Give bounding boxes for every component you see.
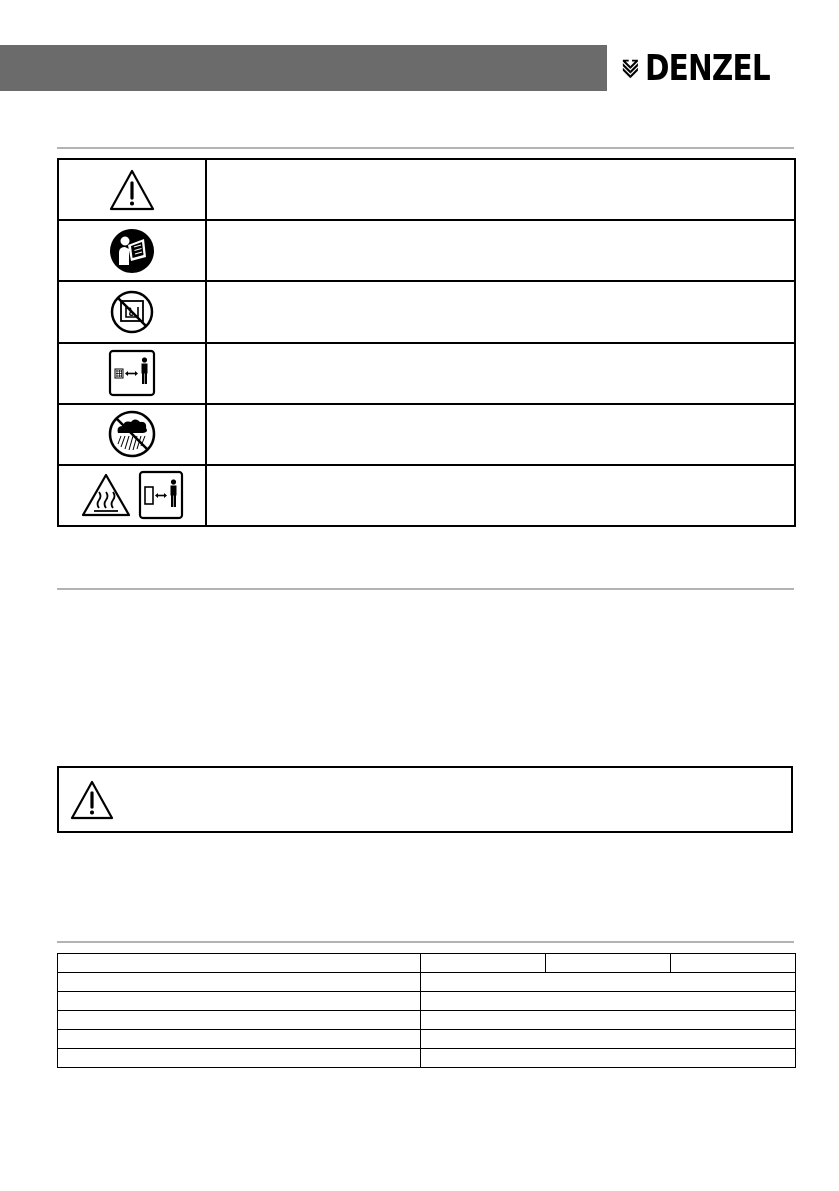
symbol-icon-cell: [59, 282, 207, 341]
table-row: [58, 1011, 796, 1030]
hot-surface-icon: [80, 472, 132, 518]
symbol-row: [59, 219, 794, 280]
table-row: [58, 1049, 796, 1068]
header-cell: [58, 954, 421, 973]
header-cell: [421, 954, 546, 973]
symbol-icon-cell: [59, 405, 207, 464]
symbol-row: [59, 280, 794, 341]
spec-label: [58, 1030, 421, 1049]
table-row: [58, 1030, 796, 1049]
symbol-description: [207, 221, 794, 280]
symbol-row: [59, 464, 794, 525]
header-cell: [546, 954, 671, 973]
spec-value: [421, 973, 796, 992]
warning-box: [57, 766, 793, 833]
warning-triangle-icon: [108, 168, 156, 212]
spec-label: [58, 1011, 421, 1030]
symbol-description: [207, 160, 794, 219]
keep-distance-icon: [138, 470, 184, 520]
table-row: [58, 973, 796, 992]
symbols-table: [57, 158, 796, 527]
warning-triangle-icon: [69, 779, 115, 821]
brand-logo: [622, 44, 797, 94]
section-divider: [57, 147, 794, 149]
symbol-icon-cell: [59, 160, 207, 219]
symbol-description: [207, 344, 794, 403]
spec-label: [58, 992, 421, 1011]
symbol-description: [207, 282, 794, 341]
brand-name: DENZEL: [644, 48, 770, 89]
symbol-icon-cell: [59, 344, 207, 403]
denzel-chevron-logo-icon: [622, 45, 639, 93]
header-bar: [0, 45, 607, 91]
table-row: [58, 992, 796, 1011]
specifications-table: [57, 953, 796, 1068]
symbol-row: [59, 403, 794, 464]
spec-label: [58, 1049, 421, 1068]
symbol-icon-cell: [59, 466, 207, 525]
section-divider: [57, 588, 794, 590]
header-cell: [671, 954, 796, 973]
section-divider: [57, 941, 794, 943]
read-manual-icon: [108, 227, 156, 275]
spec-value: [421, 992, 796, 1011]
spec-value: [421, 1049, 796, 1068]
table-header-row: [58, 954, 796, 973]
spec-label: [58, 973, 421, 992]
symbol-description: [207, 405, 794, 464]
spec-value: [421, 1011, 796, 1030]
symbol-icon-cell: [59, 221, 207, 280]
no-rain-icon: [107, 409, 157, 459]
symbol-row: [59, 160, 794, 219]
symbol-description: [207, 466, 794, 525]
symbol-row: [59, 342, 794, 403]
spec-value: [421, 1030, 796, 1049]
no-indoor-use-icon: [109, 289, 155, 335]
keep-distance-icon: [107, 348, 157, 398]
